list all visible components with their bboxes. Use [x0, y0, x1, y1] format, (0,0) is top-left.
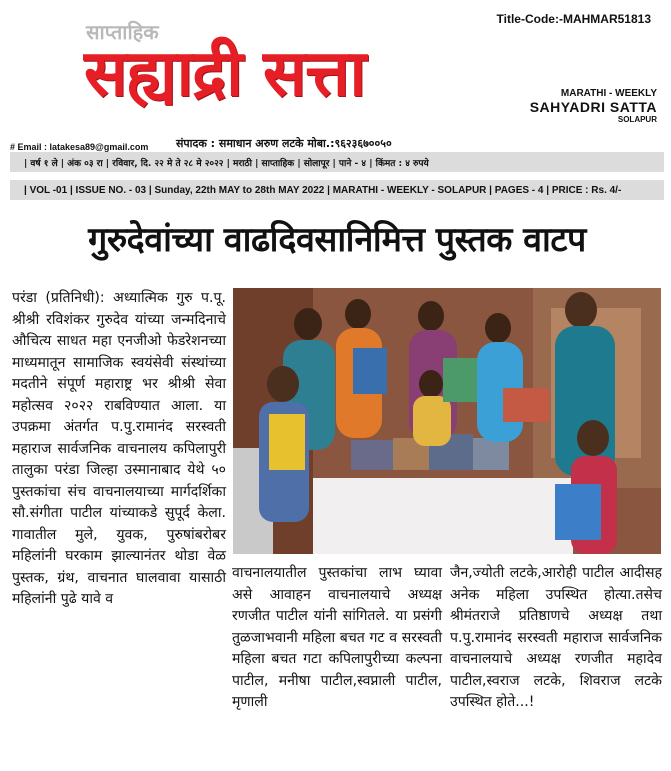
title-code: Title-Code:-MAHMAR51813: [496, 12, 651, 26]
issue-band-english: | VOL -01 | ISSUE NO. - 03 | Sunday, 22th MAY to 28th MAY 2022 | MARATHI - WEEKLY - SOLAPUR | PAGES - 4 | PRICE : Rs. 4/-: [10, 180, 664, 200]
article-photo: [233, 288, 661, 554]
email-line: # Email : latakesa89@gmail.com: [10, 142, 149, 152]
english-subtitle: MARATHI - WEEKLY: [560, 88, 657, 99]
article-column-middle: वाचनालयातील पुस्तकांचा लाभ घ्यावा असे आवाहन वाचनालयाचे अध्यक्ष रणजीत पाटील यांनी सांगितले. या प्रसंगी तुळजाभवानी महिला बचत गट व सरस्वती महिला बचत गटा कपिलापुरीच्या कल्पना पाटील, मनीषा पाटील,स्वप्नाली पाटील, मृणाली: [232, 565, 442, 710]
editor-line: संपादक : समाधान अरुण लटके मोबा.:९६२३६७००५०: [176, 137, 392, 150]
article-column-right: जैन,ज्योती लटके,आरोही पाटील आदीसह अनेक महिला उपस्थित होत्या.तसेच श्रीमंतराजे प्रतिष्ठाणचे अध्यक्ष तथा प.पु.रामानंद सरस्वती महाराज सार्वजनिक वाचनालयाचे अध्यक्ष रणजीत महादेव पाटील,स्वराज लटके, शिवराज लटके उपस्थित होते...!: [450, 565, 662, 710]
masthead: [40, 18, 560, 126]
issue-band-marathi: | वर्ष १ ले | अंक ०३ रा | रविवार, दि. २२ मे ते २८ मे २०२२ | मराठी | साप्ताहिक | सोलापूर | पाने - ४ | किंमत : ४ रुपये: [10, 152, 664, 172]
english-paper-name: SAHYADRI SATTA: [529, 99, 657, 115]
masthead-paper-name: सह्याद्री सत्ता: [84, 37, 366, 111]
english-masthead: [530, 88, 657, 124]
article-headline: गुरुदेवांच्या वाढदिवसानिमित्त पुस्तक वाटप: [88, 220, 586, 260]
article-column-left: परंडा (प्रतिनिधी): अध्यात्मिक गुरु प.पू. श्रीश्री रविशंकर गुरुदेव यांच्या जन्मदिनाचे औचित्य साधत महा एनजीओ फेडरेशनच्या माध्यमातून सामाजिक स्वयंसेवी संस्थांच्या मदतीने संपूर्ण महाराष्ट्र भर श्रीश्री सेवा महोत्सव २०२२ राबविण्यात आला. या उपक्रमा अंतर्गत प.पु.रामानंद सरस्वती महाराज सार्वजनिक वाचनालय कपिलापुरी तालुका परंडा जिल्हा उस्मानाबाद येथे ५० पुस्तकांचा संच वाचनालयाच्या मार्गदर्शिका सौ.संगीता पाटील यांच्याकडे सुपूर्द केला. गावातील मुले, युवक, पुरुषांबरोबर महिलांनी घरकाम झाल्यानंतर थोडा वेळ पुस्तक, ग्रंथ, वाचनात घालवावा यासाठी महिलांनी पुढे यावे व: [12, 290, 226, 607]
english-city: SOLAPUR: [617, 115, 657, 124]
masthead-weekly-word: साप्ताहिक: [86, 20, 159, 44]
